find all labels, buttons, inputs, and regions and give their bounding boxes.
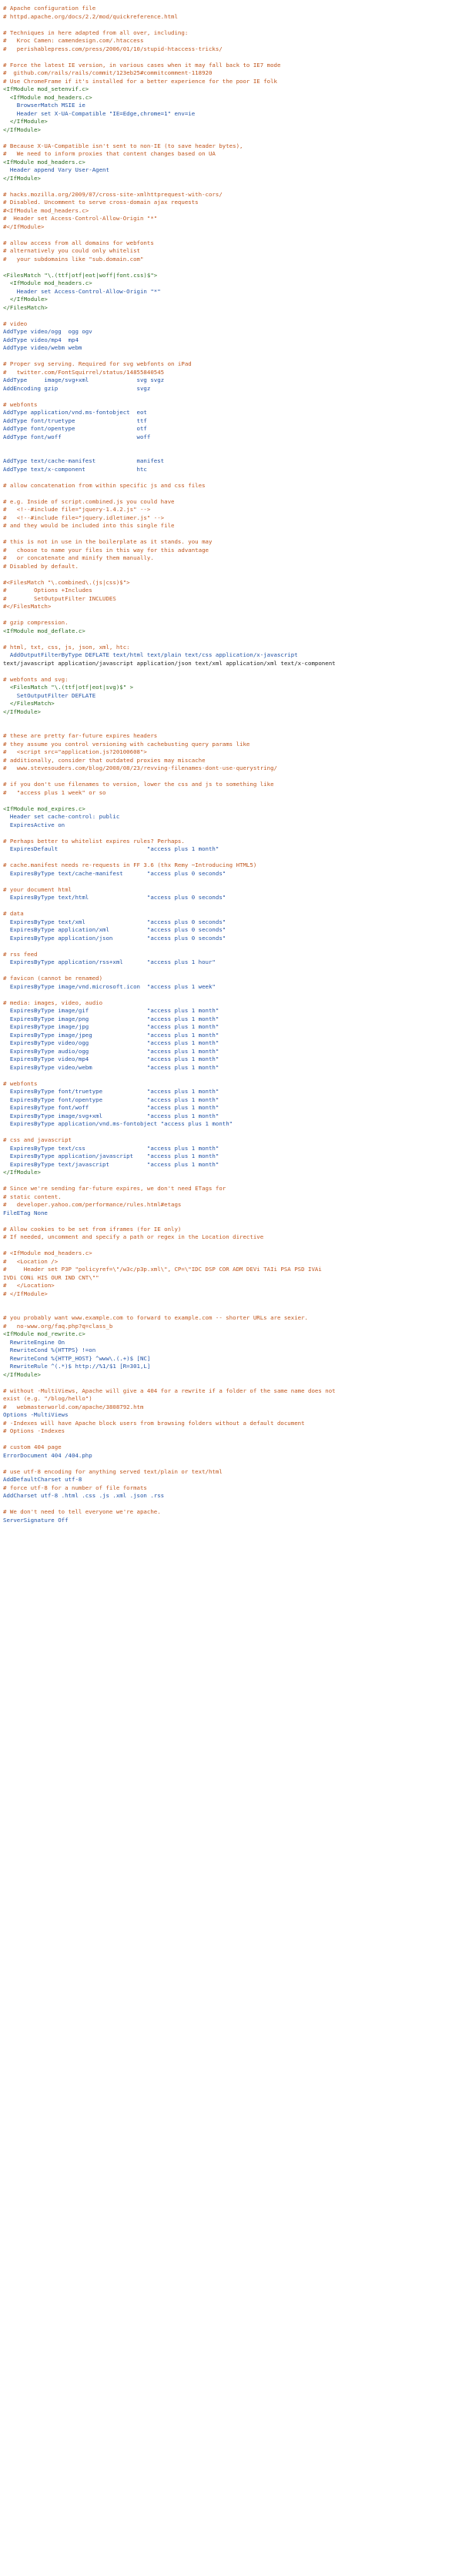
continuation-line: text/javascript application/javascript application/json text/xml application/xml text/x-component — [3, 659, 336, 667]
directive-line: ExpiresByType video/ogg "access plus 1 month" — [3, 1039, 219, 1046]
section-tag-line: <IfModule mod_deflate.c> — [3, 627, 85, 634]
comment-line: # <Location /> — [3, 1257, 59, 1265]
blank-line — [3, 530, 459, 539]
comment-line: # </Location> — [3, 1282, 55, 1289]
comment-line: exist (e.g. "/blog/hello") — [3, 1395, 92, 1402]
comment-line: # Use ChromeFrame if it's installed for a better experience for the poor IE folk — [3, 77, 277, 85]
directive-line: ExpiresActive on — [3, 821, 65, 828]
section-tag-line: </FilesMatch> — [3, 303, 48, 311]
comment-line: # Techniques in here adapted from all over, including: — [3, 28, 189, 36]
blank-line — [3, 1500, 459, 1509]
section-tag-line: </IfModule> — [3, 708, 41, 715]
comment-line: # without -MultiViews, Apache will give a 404 for a rewrite if a folder of the same name does not — [3, 1387, 336, 1394]
comment-line: # and they would be included into this single file — [3, 522, 175, 529]
comment-line: # twitter.com/FontSquirrel/status/14855840545 — [3, 368, 165, 376]
comment-line: # force utf-8 for a number of file formats — [3, 1484, 147, 1491]
blank-line — [3, 773, 459, 781]
directive-line: ErrorDocument 404 /404.php — [3, 1451, 92, 1459]
comment-line: # We don't need to tell everyone we're apache. — [3, 1508, 161, 1515]
comment-line: # Header set P3P "policyref=\"/w3c/p3p.xml\", CP=\"IDC DSP COR ADM DEVi TAIi PSA PSD IVAi — [3, 1266, 322, 1273]
comment-line: #</FilesMatch> — [3, 603, 52, 610]
blank-line — [3, 667, 459, 676]
blank-line — [3, 231, 459, 239]
section-tag-line: <IfModule mod_setenvif.c> — [3, 85, 89, 92]
directive-line: AddType text/x-component htc — [3, 465, 147, 473]
directive-line: AddType font/woff woff — [3, 433, 151, 440]
blank-line — [3, 1217, 459, 1226]
blank-line — [3, 854, 459, 862]
comment-line: # data — [3, 910, 24, 917]
directive-line: AddEncoding gzip svgz — [3, 384, 151, 392]
directive-line: ExpiresByType font/woff "access plus 1 month" — [3, 1104, 219, 1111]
comment-line: # your subdomains like "sub.domain.com" — [3, 255, 144, 263]
directive-line: ExpiresByType font/truetype "access plus 1 month" — [3, 1088, 219, 1095]
directive-line: ExpiresByType text/cache-manifest "access plus 0 seconds" — [3, 869, 226, 877]
directive-line: AddType video/ogg ogg ogv — [3, 328, 92, 335]
directive-line: ExpiresByType application/xml "access plus 0 seconds" — [3, 926, 226, 933]
blank-line — [3, 1460, 459, 1468]
directive-line: ExpiresByType application/javascript "access plus 1 month" — [3, 1153, 219, 1159]
blank-line — [3, 570, 459, 579]
comment-line: # media: images, video, audio — [3, 999, 103, 1006]
comment-line: # e.g. Inside of script.combined.js you could have — [3, 497, 175, 505]
comment-line: # "access plus 1 week" or so — [3, 788, 106, 796]
directive-line: ExpiresByType application/vnd.ms-fontobject "access plus 1 month" — [3, 1120, 233, 1127]
htaccess-code-listing — [3, 5, 459, 1524]
directive-line: AddCharset utf-8 .html .css .js .xml .json .rss — [3, 1492, 165, 1499]
directive-line: ExpiresByType image/gif "access plus 1 month" — [3, 1007, 219, 1014]
comment-line: # css and javascript — [3, 1136, 72, 1143]
comment-line: # Proper svg serving. Required for svg webfonts on iPad — [3, 360, 192, 367]
directive-line: ServerSignature Off — [3, 1516, 69, 1524]
directive-line: ExpiresByType image/svg+xml "access plus 1 month" — [3, 1112, 219, 1119]
blank-line — [3, 1436, 459, 1444]
blank-line — [3, 829, 459, 838]
blank-line — [3, 1177, 459, 1186]
directive-line: Header append Vary User-Agent — [3, 166, 109, 173]
directive-line: ExpiresDefault "access plus 1 month" — [3, 845, 219, 852]
comment-line: # Apache configuration file — [3, 5, 96, 12]
directive-line: AddType text/cache-manifest manifest — [3, 457, 165, 464]
section-tag-line: <FilesMatch "\.(ttf|otf|eot|svg)$" > — [3, 684, 134, 691]
blank-line — [3, 1306, 459, 1315]
comment-line: # Perhaps better to whitelist expires rules? Perhaps. — [3, 837, 185, 845]
comment-line: # Header set Access-Control-Allow-Origin "*" — [3, 215, 158, 222]
directive-line: ExpiresByType image/vnd.microsoft.icon "access plus 1 week" — [3, 982, 216, 990]
directive-line: ExpiresByType image/jpg "access plus 1 month" — [3, 1023, 219, 1030]
comment-line: # additionally, consider that outdated proxies may miscache — [3, 756, 206, 764]
directive-line: Header set X-UA-Compatible "IE=Edge,chrome=1" env=ie — [3, 109, 196, 117]
directive-line: BrowserMatch MSIE ie — [3, 102, 85, 109]
comment-line: # If needed, uncomment and specify a path or regex in the Location directive — [3, 1233, 264, 1240]
comment-line: # webfonts — [3, 400, 38, 408]
comment-line: # Options -Indexes — [3, 1427, 65, 1434]
directive-line: ExpiresByType audio/ogg "access plus 1 month" — [3, 1047, 219, 1055]
directive-line: AddOutputFilterByType DEFLATE text/html text/plain text/css application/x-javascript — [3, 651, 298, 658]
comment-line: # We need to inform proxies that content changes based on UA — [3, 150, 216, 157]
comment-line: # developer.yahoo.com/performance/rules.html#etags — [3, 1201, 182, 1208]
comment-line: # <!--#include file="jquery.idletimer.js" --> — [3, 514, 165, 521]
directive-line: AddType image/svg+xml svg svgz — [3, 376, 165, 383]
blank-line — [3, 263, 459, 272]
comment-line: # Disabled. Uncomment to serve cross-domain ajax requests — [3, 199, 199, 206]
comment-line: #<IfModule mod_headers.c> — [3, 206, 89, 214]
blank-line — [3, 21, 459, 29]
comment-line: IVDi CONi HIS OUR IND CNT\"" — [3, 1273, 99, 1281]
comment-line: # static content. — [3, 1193, 62, 1200]
directive-line: Header set Access-Control-Allow-Origin "*" — [3, 287, 161, 295]
comment-line: # -Indexes will have Apache block users from browsing folders without a default document — [3, 1419, 305, 1427]
blank-line — [3, 182, 459, 191]
blank-line — [3, 716, 459, 724]
comment-line: # httpd.apache.org/docs/2.2/mod/quickreference.html — [3, 12, 178, 20]
section-tag-line: <IfModule mod_headers.c> — [3, 93, 92, 101]
comment-line: # Kroc Camen: camendesign.com/.htaccess — [3, 37, 144, 44]
comment-line: #<FilesMatch "\.combined\.(js|css)$"> — [3, 578, 130, 586]
comment-line: # or concatenate and minify them manually. — [3, 554, 154, 561]
comment-line: # your document html — [3, 885, 72, 893]
directive-line: ExpiresByType text/xml "access plus 0 seconds" — [3, 918, 226, 925]
directive-line: RewriteCond %{HTTPS} !=on — [3, 1347, 96, 1353]
comment-line: # rss feed — [3, 950, 38, 958]
blank-line — [3, 942, 459, 951]
comment-line: # Force the latest IE version, in various cases when it may fall back to IE7 mode — [3, 61, 281, 69]
directive-line: ExpiresByType image/png "access plus 1 month" — [3, 1015, 219, 1022]
section-tag-line: <IfModule mod_headers.c> — [3, 158, 85, 166]
comment-line: # webmasterworld.com/apache/3808792.htm — [3, 1403, 144, 1410]
blank-line — [3, 724, 459, 733]
section-tag-line: <IfModule mod_headers.c> — [3, 279, 92, 286]
blank-line — [3, 393, 459, 401]
comment-line: # gzip compression. — [3, 619, 69, 626]
blank-line — [3, 611, 459, 620]
section-tag-line: <IfModule mod_rewrite.c> — [3, 1330, 85, 1337]
directive-line: SetOutputFilter DEFLATE — [3, 691, 96, 699]
section-tag-line: <FilesMatch "\.(ttf|otf|eot|woff|font.css)$"> — [3, 271, 158, 279]
comment-line: # allow access from all domains for webfonts — [3, 239, 154, 246]
comment-line: # Allow cookies to be set from iframes (for IE only) — [3, 1225, 182, 1233]
directive-line: AddDefaultCharset utf-8 — [3, 1476, 82, 1483]
directive-line: ExpiresByType text/javascript "access plus 1 month" — [3, 1160, 219, 1168]
blank-line — [3, 473, 459, 482]
blank-line — [3, 902, 459, 911]
comment-line: # Disabled by default. — [3, 562, 79, 570]
section-tag-line: </IfModule> — [3, 296, 48, 303]
blank-line — [3, 312, 459, 320]
directive-line: ExpiresByType video/mp4 "access plus 1 month" — [3, 1055, 219, 1062]
directive-line: RewriteCond %{HTTP_HOST} ^www\.(.+)$ [NC] — [3, 1354, 151, 1362]
comment-line: # <script src="application.js?20100608"> — [3, 748, 147, 755]
comment-line: # they assume you control versioning with cachebusting query params like — [3, 740, 250, 748]
comment-line: # choose to name your files in this way for this advantage — [3, 546, 209, 554]
comment-line: # SetOutputFilter INCLUDES — [3, 594, 116, 602]
blank-line — [3, 797, 459, 805]
blank-line — [3, 134, 459, 142]
blank-line — [3, 967, 459, 975]
comment-line: # <!--#include file="jquery-1.4.2.js" --> — [3, 506, 151, 513]
directive-line: ExpiresByType text/css "access plus 1 month" — [3, 1144, 219, 1152]
comment-line: # cache.manifest needs re-requests in FF 3.6 (thx Remy ~Introducing HTML5) — [3, 861, 257, 868]
blank-line — [3, 450, 459, 458]
directive-line: ExpiresByType application/json "access plus 0 seconds" — [3, 934, 226, 942]
blank-line — [3, 53, 459, 62]
blank-line — [3, 1072, 459, 1080]
section-tag-line: </IfModule> — [3, 174, 41, 182]
comment-line: # webfonts and svg: — [3, 675, 69, 683]
directive-line: RewriteRule ^(.*)$ http://%1/$1 [R=301,L] — [3, 1363, 151, 1370]
blank-line — [3, 441, 459, 450]
comment-line: # <IfModule mod_headers.c> — [3, 1250, 92, 1256]
directive-line: AddType video/webm webm — [3, 344, 82, 351]
directive-line: ExpiresByType text/html "access plus 0 seconds" — [3, 894, 226, 901]
blank-line — [3, 1379, 459, 1387]
directive-line: RewriteEngine On — [3, 1338, 65, 1346]
comment-line: # Since we're sending far-future expires, we don't need ETags for — [3, 1185, 226, 1192]
directive-line: AddType application/vnd.ms-fontobject eot — [3, 409, 147, 416]
comment-line: # perishablepress.com/press/2006/01/10/stupid-htaccess-tricks/ — [3, 45, 223, 52]
section-tag-line: </FilesMatch> — [3, 700, 55, 707]
directive-line: ExpiresByType font/opentype "access plus 1 month" — [3, 1096, 219, 1103]
comment-line: # alternatively you could only whitelist — [3, 247, 140, 254]
section-tag-line: <IfModule mod_expires.c> — [3, 805, 85, 812]
blank-line — [3, 353, 459, 361]
blank-line — [3, 1298, 459, 1306]
directive-line: Options -MultiViews — [3, 1411, 69, 1418]
directive-line: AddType video/mp4 mp4 — [3, 336, 79, 343]
section-tag-line: </IfModule> — [3, 125, 41, 133]
comment-line: # Because X-UA-Compatible isn't sent to non-IE (to save header bytes), — [3, 142, 243, 149]
directive-line: FileETag None — [3, 1209, 48, 1216]
comment-line: # use utf-8 encoding for anything served text/plain or text/html — [3, 1467, 223, 1475]
comment-line: # www.stevesouders.com/blog/2008/08/23/revving-filenames-dont-use-querystring/ — [3, 764, 277, 771]
comment-line: # favicon (cannot be renamed) — [3, 975, 103, 982]
directive-line: Header set cache-control: public — [3, 813, 120, 820]
comment-line: # no-www.org/faq.php?q=class_b — [3, 1322, 113, 1330]
blank-line — [3, 490, 459, 498]
blank-line — [3, 1242, 459, 1250]
comment-line: # webfonts — [3, 1079, 38, 1087]
comment-line: # if you don't use filenames to version, lower the css and js to something like — [3, 781, 274, 788]
comment-line: # this is not in use in the boilerplate as it stands. you may — [3, 538, 213, 545]
blank-line — [3, 1129, 459, 1137]
directive-line: AddType font/opentype otf — [3, 425, 147, 432]
comment-line: # you probably want www.example.com to forward to example.com -- shorter URLs are sexier. — [3, 1314, 309, 1321]
directive-line: AddType font/truetype ttf — [3, 417, 147, 424]
comment-line: # video — [3, 319, 28, 327]
directive-line: ExpiresByType video/webm "access plus 1 month" — [3, 1063, 219, 1071]
directive-line: ExpiresByType image/jpeg "access plus 1 month" — [3, 1031, 219, 1039]
comment-line: #</IfModule> — [3, 222, 45, 230]
comment-line: # these are pretty far-future expires headers — [3, 732, 158, 739]
blank-line — [3, 991, 459, 999]
blank-line — [3, 635, 459, 644]
blank-line — [3, 878, 459, 886]
comment-line: # Options +Includes — [3, 587, 92, 594]
directive-line: ExpiresByType application/rss+xml "access plus 1 hour" — [3, 958, 216, 965]
comment-line: # </IfModule> — [3, 1290, 48, 1297]
section-tag-line: </IfModule> — [3, 1370, 41, 1378]
comment-line: # html, txt, css, js, json, xml, htc: — [3, 643, 130, 651]
comment-line: # custom 404 page — [3, 1444, 62, 1450]
section-tag-line: </IfModule> — [3, 118, 48, 125]
section-tag-line: </IfModule> — [3, 1169, 41, 1176]
comment-line: # github.com/rails/rails/commit/123eb25#commitcomment-118920 — [3, 69, 213, 76]
comment-line: # allow concatenation from within specific js and css files — [3, 481, 206, 489]
comment-line: # hacks.mozilla.org/2009/07/cross-site-xmlhttprequest-with-cors/ — [3, 190, 223, 198]
